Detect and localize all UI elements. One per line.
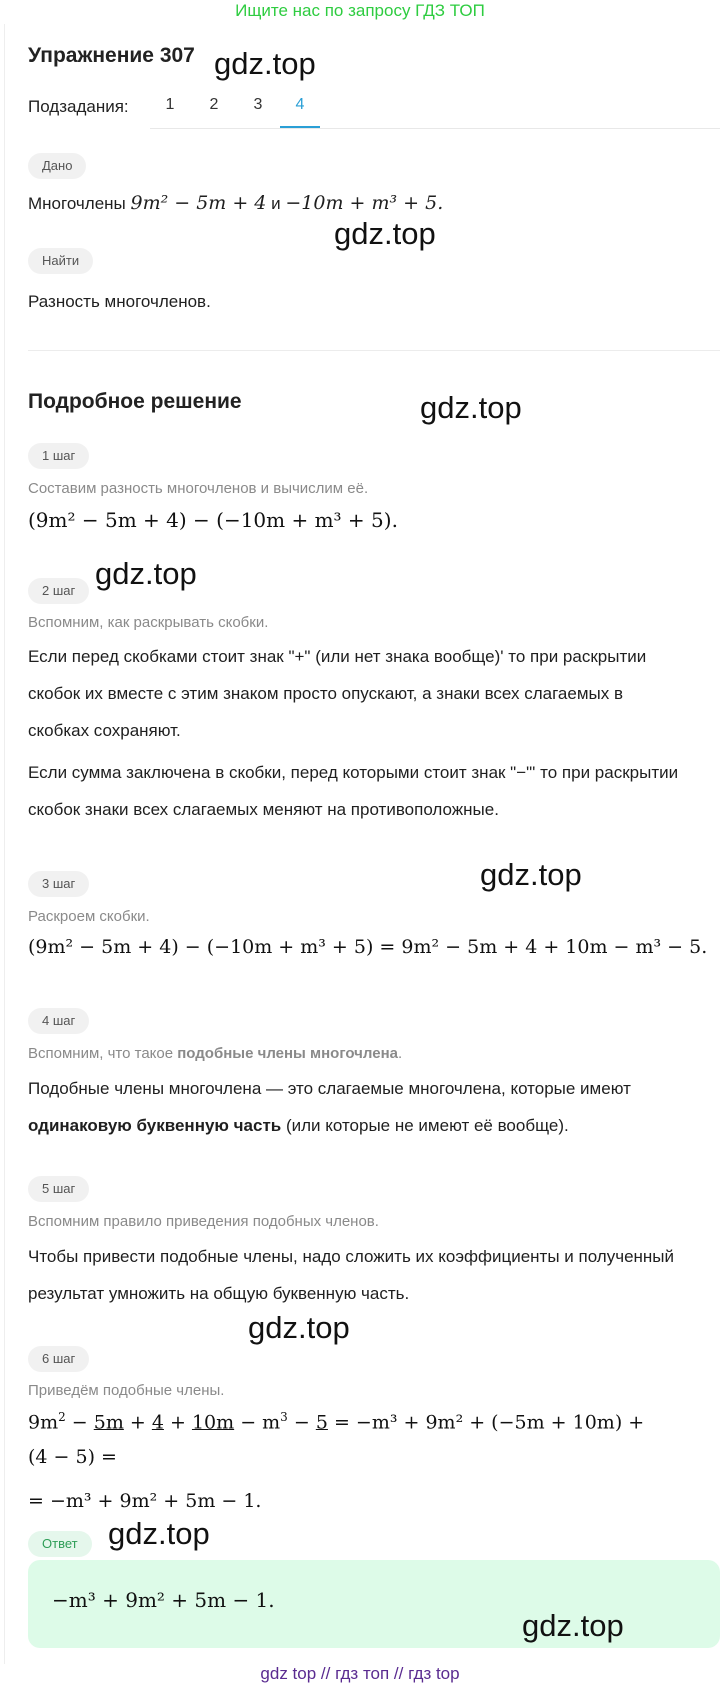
top-banner: Ищите нас по запросу ГДЗ ТОП — [235, 1, 485, 20]
tab-4[interactable]: 4 — [280, 90, 320, 128]
answer-pill: Ответ — [28, 1531, 92, 1557]
watermark: gdz.top — [522, 1608, 624, 1643]
subtasks-label: Подзадания: — [28, 97, 129, 116]
watermark: gdz.top — [95, 556, 197, 591]
step-4-line-1: Подобные члены многочлена — это слагаемые многочлена, которые имеют — [28, 1079, 631, 1098]
step-2-paragraph-1: Если перед скобками стоит знак "+" (или нет знака вообще)' то при раскрытии скобок их вместе с этим знаком просто опускают, а знаки всех слагаемых в скобках сохраняют. — [28, 647, 647, 740]
step-2-hint: Вспомним, как раскрывать скобки. — [28, 614, 269, 631]
tab-2[interactable]: 2 — [209, 96, 219, 113]
step-5-hint: Вспомним правило приведения подобных членов. — [28, 1213, 379, 1230]
step-4-hint-prefix: Вспомним, что такое — [28, 1045, 178, 1062]
step-3-pill: 3 шаг — [28, 871, 89, 897]
step-4-pill: 4 шаг — [28, 1008, 89, 1034]
step-4-hint — [28, 1045, 402, 1062]
watermark: gdz.top — [334, 216, 436, 251]
step-2-paragraph-2: Если сумма заключена в скобки, перед которыми стоит знак "−"' то при раскрытии скобок знаки всех слагаемых меняют на противоположные. — [28, 763, 679, 819]
watermark: gdz.top — [108, 1516, 210, 1551]
find-text: Разность многочленов. — [28, 292, 211, 311]
tab-3[interactable]: 3 — [253, 96, 263, 113]
step-5-paragraph: Чтобы привести подобные члены, надо сложить их коэффициенты и полученный результат умножить на общую буквенную часть. — [28, 1247, 675, 1303]
tab-1[interactable]: 1 — [165, 96, 175, 113]
step-1-pill: 1 шаг — [28, 443, 89, 469]
step-4-bold: одинаковую буквенную часть — [28, 1116, 282, 1135]
section-divider — [28, 350, 720, 351]
given-pill: Дано — [28, 153, 86, 179]
watermark: gdz.top — [248, 1310, 350, 1345]
step-3-math: (9m² − 5m + 4) − (−10m + m³ + 5) = 9m² − 5m + 4 + 10m − m³ − 5. — [28, 936, 708, 958]
subtask-tabs — [150, 90, 720, 129]
watermark: gdz.top — [480, 857, 582, 892]
step-6-math-line-1: $9m^2 - 5m + 4 + 10m - m^3 - 5 = -m^3 + 9m^2 + (-5m + 10m)$ + — [28, 1410, 645, 1434]
step-4-hint-suffix: . — [397, 1045, 403, 1062]
given-poly-2: −10m + m³ + 5. — [285, 192, 444, 214]
step-1-math: (9m² − 5m + 4) − (−10m + m³ + 5). — [28, 508, 398, 532]
step-3-hint: Раскроем скобки. — [28, 908, 150, 925]
step-4-rest: (или которые не имеют её вообще). — [281, 1116, 569, 1135]
step-6-pill: 6 шаг — [28, 1346, 89, 1372]
step-2-pill: 2 шаг — [28, 578, 89, 604]
find-pill: Найти — [28, 248, 93, 274]
watermark: gdz.top — [214, 46, 316, 81]
given-text — [28, 192, 443, 214]
step-6-math-line-2: (4 − 5) = — [28, 1446, 117, 1468]
step-1-hint: Составим разность многочленов и вычислим её. — [28, 480, 369, 497]
step-6-math-line-3: = −m³ + 9m² + 5m − 1. — [28, 1490, 262, 1512]
solution-title: Подробное решение — [28, 390, 242, 413]
step-6-line-1-rest: = −m³ + 9m² + (−5m + 10m) + — [333, 1411, 645, 1434]
step-6-hint: Приведём подобные члены. — [28, 1382, 225, 1399]
given-and: и — [271, 194, 281, 213]
watermark: gdz.top — [420, 390, 522, 425]
given-poly-1: 9m² − 5m + 4 — [130, 192, 267, 214]
footer-links[interactable]: gdz top // гдз топ // гдз top — [260, 1664, 460, 1683]
page-title: Упражнение 307 — [28, 44, 195, 67]
given-prefix: Многочлены — [28, 194, 126, 213]
step-4-hint-bold: подобные члены многочлена — [177, 1045, 398, 1062]
step-4-paragraph — [28, 1070, 688, 1144]
answer-math: −m³ + 9m² + 5m − 1. — [52, 1588, 275, 1612]
step-5-pill: 5 шаг — [28, 1176, 89, 1202]
